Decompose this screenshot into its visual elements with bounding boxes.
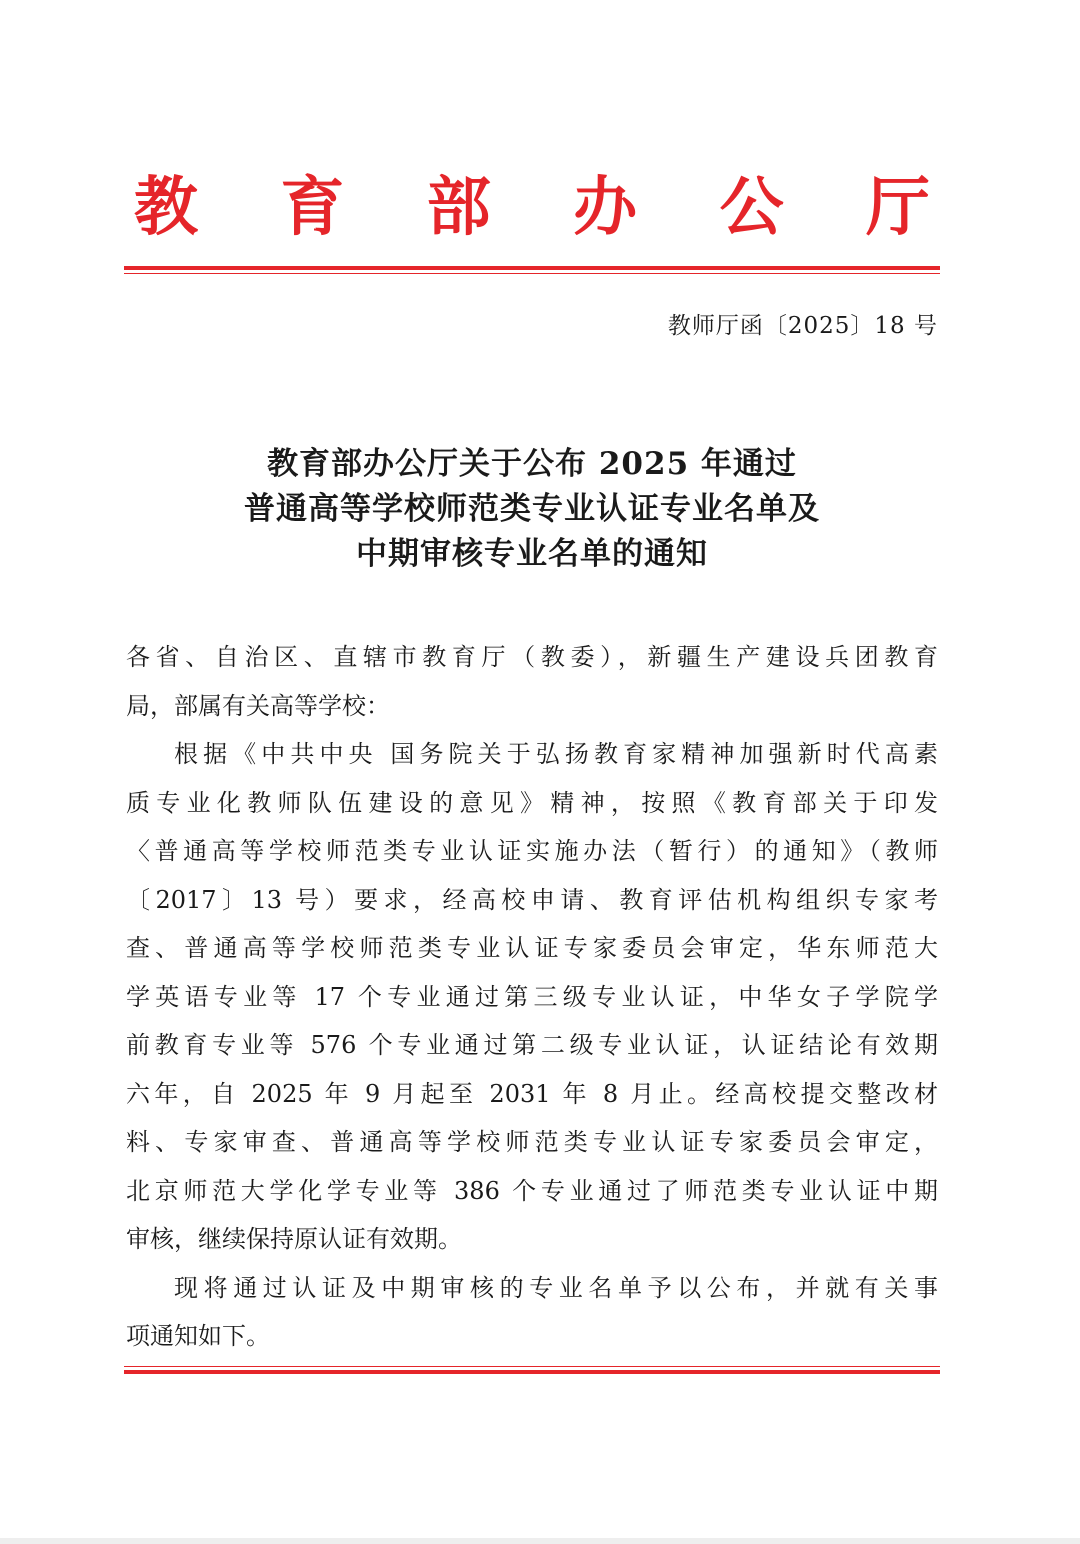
issuing-authority-masthead xyxy=(126,168,938,248)
body-line: 〔2017〕13 号）要求，经高校申请、教育评估机构组织专家考 xyxy=(126,885,938,914)
body-line: 查、普通高等学校师范类专业认证专家委员会审定，华东师范大 xyxy=(126,934,938,962)
footer-divider-thin xyxy=(124,1366,940,1367)
document-number: 教师厅函〔2025〕18 号 xyxy=(667,313,938,339)
body-line: 北京师范大学化学专业等 386 个专业通过了师范类专业认证中期 xyxy=(126,1176,938,1205)
body-line: 审核，继续保持原认证有效期。 xyxy=(126,1225,462,1253)
document-title xyxy=(126,442,938,577)
body-line: 各省、自治区、直辖市教育厅（教委），新疆生产建设兵团教育 xyxy=(126,643,938,671)
salutation xyxy=(126,633,938,730)
masthead-char: 公 xyxy=(719,170,784,245)
body-line: 根据《中共中央 国务院关于弘扬教育家精神加强新时代高素 xyxy=(174,740,938,768)
body-line: 局，部属有关高等学校： xyxy=(126,691,390,720)
paragraph-2 xyxy=(126,1264,938,1361)
body-line: 六年，自 2025 年 9 月起至 2031 年 8 月止。经高校提交整改材 xyxy=(126,1079,938,1108)
masthead-char: 部 xyxy=(426,170,491,245)
paragraph-1 xyxy=(126,730,938,1264)
body-line: 料、专家审查、普通高等学校师范类专业认证专家委员会审定， xyxy=(126,1128,938,1156)
title-line: 中期审核专业名单的通知 xyxy=(356,536,708,572)
document-body xyxy=(126,633,938,1361)
masthead-char: 厅 xyxy=(865,170,930,245)
body-line: 〈普通高等学校师范类专业认证实施办法（暂行）的通知》（教师 xyxy=(126,837,938,865)
body-line: 学英语专业等 17 个专业通过第三级专业认证，中华女子学院学 xyxy=(126,982,938,1011)
title-line: 普通高等学校师范类专业认证专业名单及 xyxy=(244,491,820,527)
masthead-char: 教 xyxy=(134,170,198,245)
body-line: 项通知如下。 xyxy=(126,1322,270,1350)
page-edge xyxy=(0,1538,1080,1544)
masthead-char: 办 xyxy=(573,170,638,245)
body-line: 现将通过认证及中期审核的专业名单予以公布，并就有关事 xyxy=(174,1273,938,1302)
header-divider-thick xyxy=(124,266,940,270)
title-line: 教育部办公厅关于公布 2025 年通过 xyxy=(267,446,797,482)
footer-divider-thick xyxy=(124,1370,940,1374)
body-line: 前教育专业等 576 个专业通过第二级专业认证，认证结论有效期 xyxy=(126,1031,938,1059)
body-line: 质专业化教师队伍建设的意见》精神，按照《教育部关于印发 xyxy=(126,788,938,817)
masthead-char: 育 xyxy=(280,170,345,245)
header-divider-thin xyxy=(124,273,940,274)
